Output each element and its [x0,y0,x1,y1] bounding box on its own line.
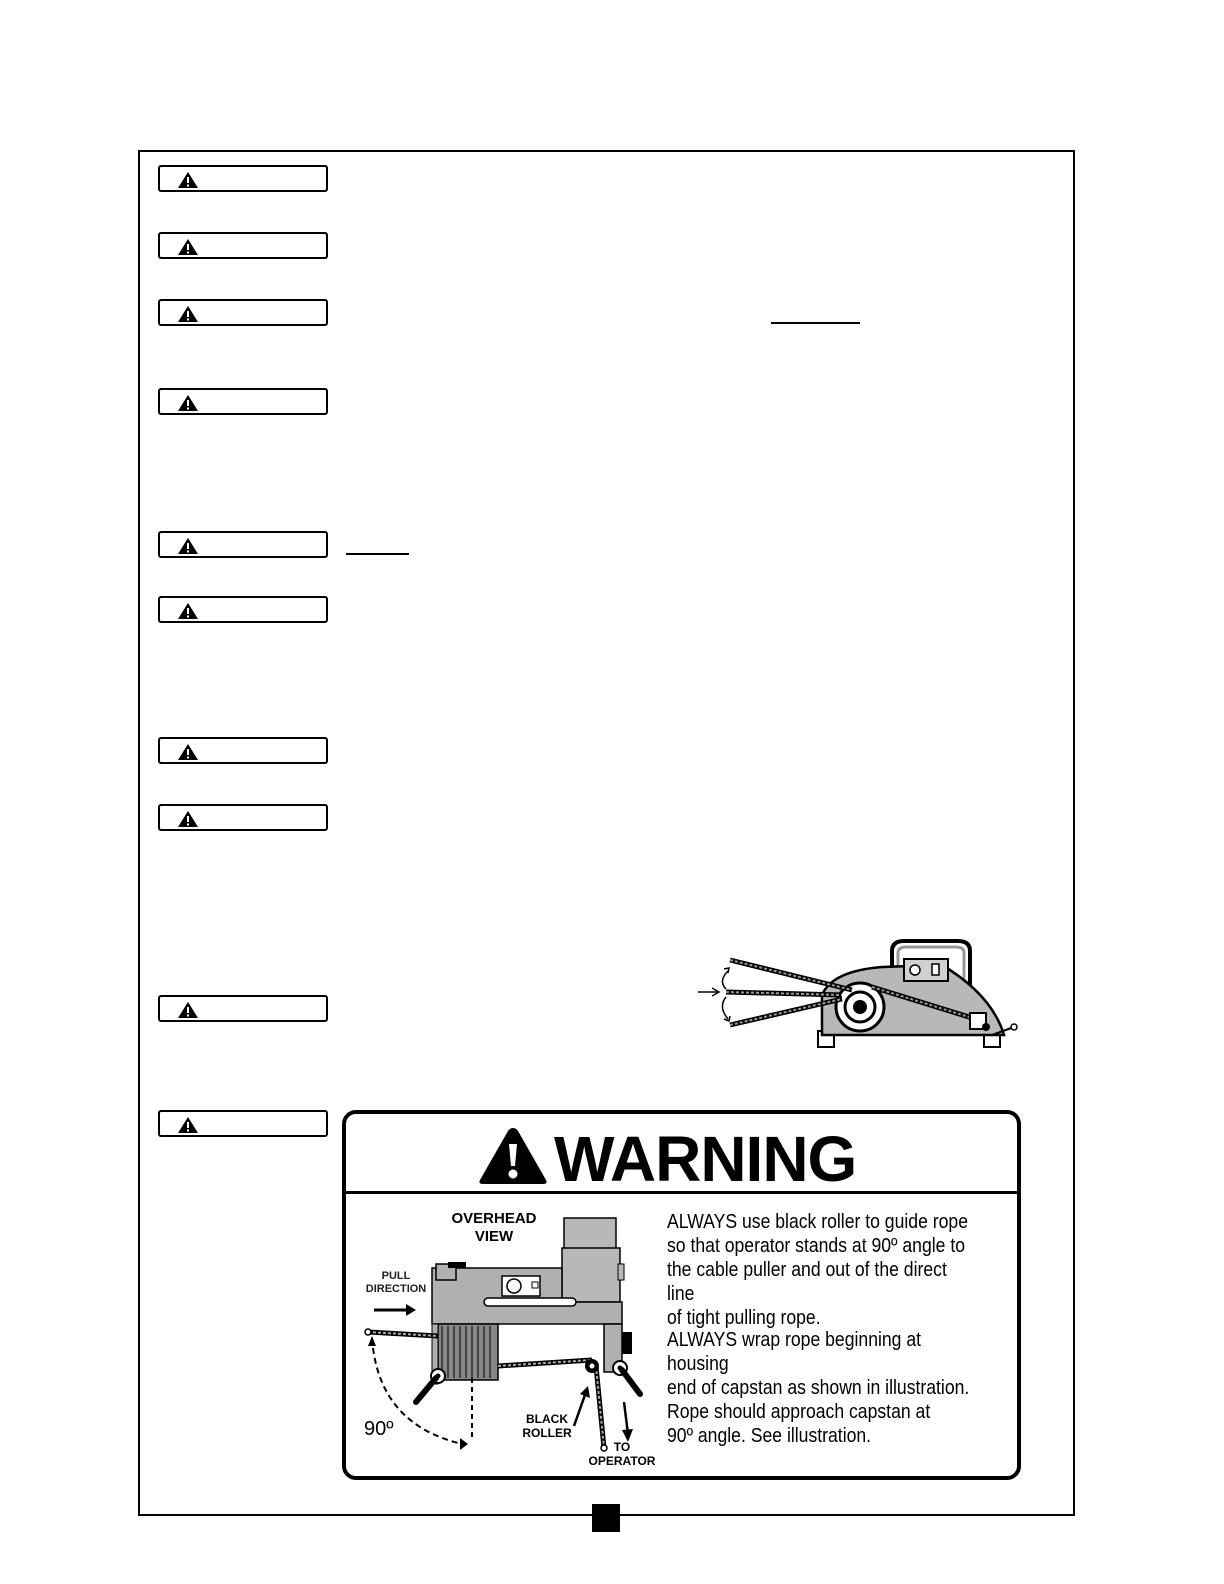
black-roller-label [514,1412,580,1440]
warning-badge [158,232,328,259]
warning-header [346,1114,1017,1194]
underline-rule [771,322,860,324]
warning-decal [342,1110,1021,1480]
warning-badge [158,995,328,1022]
warning-badge [158,165,328,192]
label-black: BLACK [526,1412,568,1426]
warning-triangle-icon [478,1126,548,1186]
warning-triangle-icon [177,1001,199,1019]
warning-triangle-icon [177,1116,199,1134]
warning-badge [158,804,328,831]
warning-title: WARNING [554,1123,857,1195]
to-operator-label [582,1440,662,1468]
warning-paragraph-1: ALWAYS use black roller to guide rope so that operator stands at 90º angle to the cable puller and out of the direct line of tight pulling rope. [667,1211,968,1329]
warning-triangle-icon [177,305,199,323]
warning-badge [158,596,328,623]
warning-badge [158,737,328,764]
warning-triangle-icon [177,602,199,620]
warning-triangle-icon [177,810,199,828]
warning-badge [158,531,328,558]
warning-badge [158,388,328,415]
warning-paragraph-3: Rope should approach capstan at 90º angle. See illustration. [667,1401,931,1447]
overhead-view-diagram [356,1206,666,1476]
label-roller: ROLLER [522,1426,572,1440]
warning-triangle-icon [177,238,199,256]
cable-puller-side-view-illustration [692,935,1032,1055]
label-operator: OPERATOR [588,1454,656,1468]
page-number-block [592,1504,620,1532]
overhead-view-label [441,1210,547,1246]
warning-triangle-icon [177,394,199,412]
label-to: TO [613,1440,631,1454]
pull-direction-label [356,1270,436,1296]
angle-label: 90º [364,1418,394,1440]
warning-triangle-icon [177,537,199,555]
warning-badge [158,1110,328,1137]
warning-paragraph-2: ALWAYS wrap rope beginning at housing end of capstan as shown in illustration. [667,1329,970,1399]
label-overhead: OVERHEAD [451,1210,537,1227]
label-direction: DIRECTION [365,1283,427,1295]
warning-badge [158,299,328,326]
underline-rule [346,553,409,555]
label-view: VIEW [474,1228,514,1245]
warning-triangle-icon [177,171,199,189]
warning-triangle-icon [177,743,199,761]
label-pull: PULL [381,1270,411,1282]
